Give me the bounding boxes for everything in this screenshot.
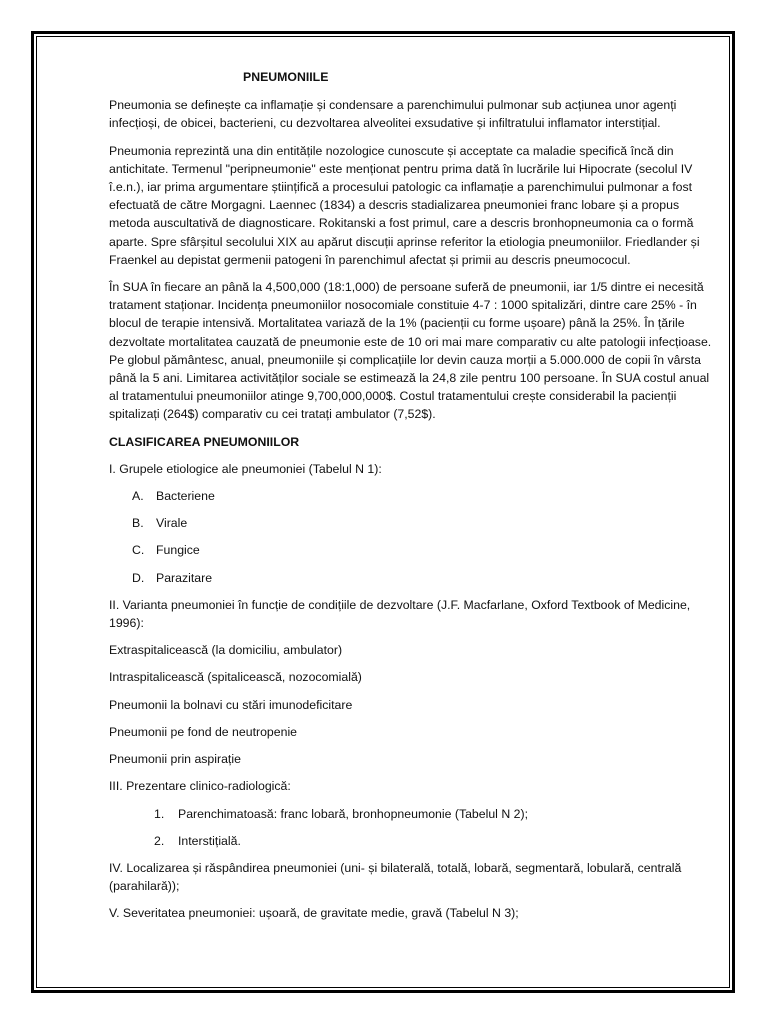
list-item [109, 487, 715, 505]
paragraph-history: Pneumonia reprezintă una din entitățile nozologice cunoscute și acceptate ca maladie specifică încă din antichitate. Termenul "peripneumonie" este menționat pentru prima dată în lucrările lui Hipocrate (secolul IV î.e.n.), iar prima argumentare științifică a procesului patologic ca inflamație a parenchimului pulmonar a fost efectuată de către Morgagni. Laennec (1834) a descris stadializarea pneumoniei franc lobare și a propus metoda auscultativă de diagnosticare. Rokitanski a fost primul, care a descris bronhopneumonia ca o formă aparte. Spre sfârșitul secolului XIX au apărut discuții aprinse referitor la etiologia pneumoniilor. Friedlander și Fraenkel au depistat germenii patogeni în parenchimul afectat și primii au descris pneumococul. [109, 143, 700, 267]
list-marker: 2. [154, 833, 165, 848]
list-item [109, 569, 715, 587]
list-item-text: Interstițială. [178, 833, 241, 848]
list-item-text: Parenchimatoasă: franc lobară, bronhopneumonie (Tabelul N 2); [178, 806, 528, 821]
list-item [109, 805, 715, 823]
document-title: PNEUMONIILE [243, 70, 329, 84]
list-marker: 1. [154, 806, 165, 821]
paragraph-epidemiology: În SUA în fiecare an până la 4,500,000 (18:1,000) de persoane suferă de pneumonii, iar 1/5 dintre ei necesită tratament staționar. Incidența pneumoniilor nosocomiale constituie 4-7 : 1000 spitalizări, dintre care 25% - în blocul de terapie intensivă. Mortalitatea variază de la 1% (pacienții cu forme ușoare) până la 25%. În țările dezvoltate mortalitatea cauzată de pneumonie este de 10 ori mai mare comparativ cu alte patologii infecțioase. Pe globul pământesc, anual, pneumoniile și complicațiile lor devin cauza morții a 5.000.000 de copii în vârsta până la 5 ani. Limitarea activităților sociale se estimează la 24,8 zile pentru 100 persoane. În SUA costul anual al tratamentului pneumoniilor atinge 9,700,000,000$. Costul tratamentului crește considerabil la pacienții spitalizați (264$) comparativ cu cei tratați ambulator (7,52$). [109, 280, 712, 422]
variant-item: Pneumonii prin aspirație [109, 752, 241, 767]
group-text-localization: IV. Localizarea și răspândirea pneumoniei (uni- și bilaterală, totală, lobară, segmentară, lobulară, centrală (parahilară)); [109, 860, 682, 894]
list-item-text: Bacteriene [156, 489, 215, 504]
list-marker: C. [132, 543, 145, 558]
list-marker: D. [132, 570, 145, 585]
group-text-severity: V. Severitatea pneumoniei: ușoară, de gravitate medie, gravă (Tabelul N 3); [109, 906, 519, 921]
clinical-forms-list [109, 805, 715, 850]
variant-item: Extraspitalicească (la domiciliu, ambulator) [109, 643, 343, 658]
list-item [109, 541, 715, 559]
group-heading-variants: II. Varianta pneumoniei în funcție de condițiile de dezvoltare (J.F. Macfarlane, Oxford Textbook of Medicine, 1996): [109, 597, 691, 631]
list-marker: A. [132, 489, 144, 504]
list-item-text: Parazitare [156, 570, 213, 585]
list-marker: B. [132, 516, 144, 531]
list-item-text: Fungice [156, 543, 200, 558]
list-item [109, 514, 715, 532]
group-heading-clinical: III. Prezentare clinico-radiologică: [109, 779, 291, 794]
variant-item: Pneumonii la bolnavi cu stări imunodeficitare [109, 697, 353, 712]
etiologic-groups-list [109, 487, 715, 587]
variant-item: Intraspitalicească (spitalicească, nozocomială) [109, 670, 362, 685]
document-content [109, 68, 715, 932]
list-item-text: Virale [156, 516, 188, 531]
group-heading-etiologic: I. Grupele etiologice ale pneumoniei (Tabelul N 1): [109, 461, 382, 476]
section-heading-classification: CLASIFICAREA PNEUMONIILOR [109, 434, 300, 449]
variant-item: Pneumonii pe fond de neutropenie [109, 724, 298, 739]
list-item [109, 832, 715, 850]
paragraph-definition: Pneumonia se definește ca inflamație și condensare a parenchimului pulmonar sub acțiunea unor agenți infecțioși, de obicei, bacterieni, cu dezvoltarea alveolitei exsudative și infiltratului inflamator interstițial. [109, 98, 677, 131]
